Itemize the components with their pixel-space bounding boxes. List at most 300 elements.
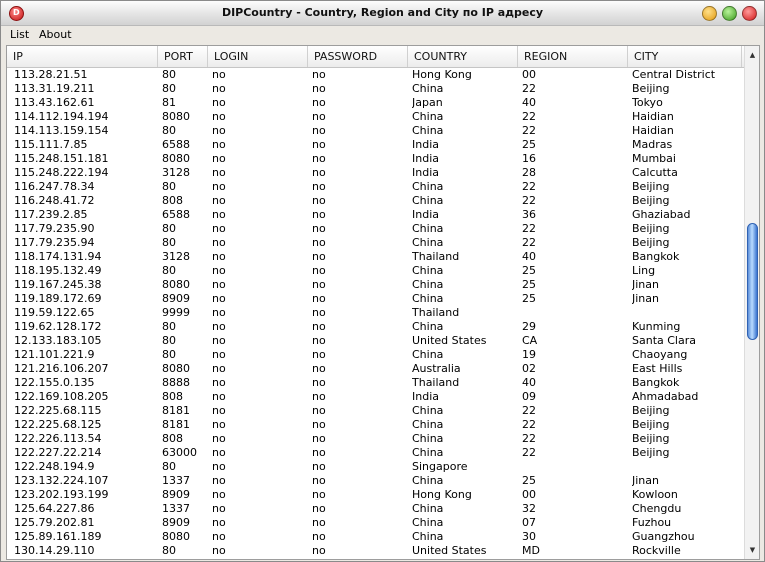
- cell-login: no: [212, 404, 226, 417]
- cell-ip: 122.225.68.125: [14, 418, 102, 431]
- cell-region: 22: [522, 110, 536, 123]
- cell-ip: 117.239.2.85: [14, 208, 88, 221]
- column-header-password[interactable]: PASSWORD: [308, 46, 408, 67]
- cell-password: no: [312, 474, 326, 487]
- table-row[interactable]: [7, 320, 742, 334]
- table-row[interactable]: [7, 390, 742, 404]
- cell-password: no: [312, 390, 326, 403]
- cell-login: no: [212, 474, 226, 487]
- vertical-scrollbar[interactable]: [744, 46, 760, 559]
- cell-city: Beijing: [632, 446, 670, 459]
- cell-password: no: [312, 152, 326, 165]
- cell-region: 32: [522, 502, 536, 515]
- cell-region: [522, 306, 632, 320]
- cell-login: no: [212, 418, 226, 431]
- cell-login: no: [212, 96, 226, 109]
- cell-port: 8909: [162, 488, 190, 501]
- cell-password: no: [312, 320, 326, 333]
- table-row[interactable]: [7, 222, 742, 236]
- cell-ip: 115.111.7.85: [14, 138, 88, 151]
- cell-city: Beijing: [632, 82, 670, 95]
- cell-port: 80: [162, 544, 176, 557]
- cell-city: Santa Clara: [632, 334, 696, 347]
- maximize-button[interactable]: [722, 6, 737, 21]
- menu-about[interactable]: About: [39, 28, 72, 41]
- cell-password: no: [312, 362, 326, 375]
- up-arrow-icon[interactable]: ▲: [749, 51, 756, 59]
- cell-region: 25: [522, 278, 536, 291]
- column-header-city[interactable]: CITY: [628, 46, 742, 67]
- cell-region: 07: [522, 516, 536, 529]
- cell-region: 22: [522, 418, 536, 431]
- cell-country: China: [412, 278, 444, 291]
- table-row[interactable]: [7, 460, 742, 474]
- down-arrow-icon[interactable]: ▼: [749, 546, 756, 554]
- cell-ip: 119.62.128.172: [14, 320, 102, 333]
- cell-region: 22: [522, 446, 536, 459]
- table-row[interactable]: [7, 96, 742, 110]
- cell-region: 25: [522, 138, 536, 151]
- cell-login: no: [212, 334, 226, 347]
- cell-ip: 122.155.0.135: [14, 376, 95, 389]
- cell-password: no: [312, 82, 326, 95]
- cell-region: 22: [522, 82, 536, 95]
- cell-port: 80: [162, 82, 176, 95]
- cell-login: no: [212, 306, 226, 319]
- cell-region: 36: [522, 208, 536, 221]
- table-row[interactable]: [7, 348, 742, 362]
- cell-login: no: [212, 68, 226, 81]
- cell-ip: 122.227.22.214: [14, 446, 102, 459]
- cell-password: no: [312, 138, 326, 151]
- table-row[interactable]: [7, 376, 742, 390]
- cell-login: no: [212, 138, 226, 151]
- cell-city: Calcutta: [632, 166, 678, 179]
- table-row[interactable]: [7, 516, 742, 530]
- cell-login: no: [212, 194, 226, 207]
- cell-region: 22: [522, 124, 536, 137]
- cell-country: China: [412, 264, 444, 277]
- cell-country: China: [412, 474, 444, 487]
- cell-login: no: [212, 488, 226, 501]
- cell-password: no: [312, 180, 326, 193]
- cell-region: 09: [522, 390, 536, 403]
- table-row[interactable]: [7, 208, 742, 222]
- cell-password: no: [312, 516, 326, 529]
- cell-region: 22: [522, 236, 536, 249]
- cell-ip: 123.202.193.199: [14, 488, 109, 501]
- cell-city: Fuzhou: [632, 516, 672, 529]
- cell-login: no: [212, 208, 226, 221]
- table-row[interactable]: [7, 530, 742, 544]
- cell-port: 1337: [162, 474, 190, 487]
- cell-login: no: [212, 152, 226, 165]
- cell-port: 80: [162, 124, 176, 137]
- cell-city: Beijing: [632, 418, 670, 431]
- cell-password: no: [312, 250, 326, 263]
- cell-country: India: [412, 390, 439, 403]
- cell-login: no: [212, 236, 226, 249]
- table-row[interactable]: [7, 194, 742, 208]
- cell-ip: 121.216.106.207: [14, 362, 109, 375]
- cell-port: 3128: [162, 166, 190, 179]
- cell-login: no: [212, 390, 226, 403]
- cell-password: no: [312, 278, 326, 291]
- table-row[interactable]: [7, 278, 742, 292]
- minimize-button[interactable]: [702, 6, 717, 21]
- cell-country: Australia: [412, 362, 461, 375]
- cell-region: MD: [522, 544, 540, 557]
- cell-password: no: [312, 446, 326, 459]
- cell-login: no: [212, 222, 226, 235]
- table-row[interactable]: [7, 474, 742, 488]
- cell-city: Beijing: [632, 432, 670, 445]
- cell-login: no: [212, 124, 226, 137]
- cell-port: 80: [162, 222, 176, 235]
- cell-region: 22: [522, 432, 536, 445]
- cell-port: 8181: [162, 418, 190, 431]
- cell-password: no: [312, 334, 326, 347]
- column-header-port[interactable]: PORT: [158, 46, 208, 67]
- cell-port: 8909: [162, 516, 190, 529]
- cell-ip: 114.113.159.154: [14, 124, 109, 137]
- table-row[interactable]: [7, 432, 742, 446]
- cell-region: 22: [522, 180, 536, 193]
- cell-region: 22: [522, 222, 536, 235]
- cell-country: China: [412, 124, 444, 137]
- column-header-country[interactable]: COUNTRY: [408, 46, 518, 67]
- cell-country: Japan: [412, 96, 443, 109]
- cell-ip: 12.133.183.105: [14, 334, 102, 347]
- cell-password: no: [312, 306, 326, 319]
- cell-password: no: [312, 376, 326, 389]
- cell-password: no: [312, 488, 326, 501]
- cell-password: no: [312, 418, 326, 431]
- cell-ip: 116.247.78.34: [14, 180, 95, 193]
- cell-port: 80: [162, 264, 176, 277]
- cell-login: no: [212, 530, 226, 543]
- cell-ip: 119.189.172.69: [14, 292, 102, 305]
- cell-port: 808: [162, 194, 183, 207]
- close-button[interactable]: [742, 6, 757, 21]
- title-bar[interactable]: [1, 1, 764, 26]
- table-row[interactable]: [7, 68, 742, 82]
- cell-login: no: [212, 166, 226, 179]
- cell-country: China: [412, 82, 444, 95]
- cell-country: India: [412, 166, 439, 179]
- table-row[interactable]: [7, 264, 742, 278]
- cell-region: 22: [522, 404, 536, 417]
- cell-country: China: [412, 236, 444, 249]
- cell-country: Hong Kong: [412, 68, 472, 81]
- cell-country: China: [412, 516, 444, 529]
- cell-password: no: [312, 264, 326, 277]
- table-row[interactable]: [7, 180, 742, 194]
- cell-country: United States: [412, 334, 487, 347]
- table-row[interactable]: [7, 82, 742, 96]
- cell-city: Beijing: [632, 180, 670, 193]
- cell-password: no: [312, 194, 326, 207]
- cell-region: 22: [522, 194, 536, 207]
- cell-country: India: [412, 138, 439, 151]
- cell-country: China: [412, 502, 444, 515]
- cell-city: Bangkok: [632, 376, 680, 389]
- cell-port: 808: [162, 390, 183, 403]
- cell-port: 8080: [162, 362, 190, 375]
- cell-port: 3128: [162, 250, 190, 263]
- cell-city: Jinan: [632, 474, 659, 487]
- cell-country: India: [412, 152, 439, 165]
- cell-port: 808: [162, 432, 183, 445]
- table-row[interactable]: [7, 236, 742, 250]
- table-row[interactable]: [7, 124, 742, 138]
- cell-region: 30: [522, 530, 536, 543]
- cell-port: 8181: [162, 404, 190, 417]
- cell-ip: 125.64.227.86: [14, 502, 95, 515]
- table-row[interactable]: [7, 166, 742, 180]
- cell-login: no: [212, 82, 226, 95]
- column-header-login[interactable]: LOGIN: [208, 46, 308, 67]
- cell-city: Bangkok: [632, 250, 680, 263]
- table-row[interactable]: [7, 544, 742, 558]
- cell-login: no: [212, 320, 226, 333]
- cell-port: 81: [162, 96, 176, 109]
- cell-port: 1337: [162, 502, 190, 515]
- cell-city: [632, 460, 742, 474]
- cell-login: no: [212, 292, 226, 305]
- menu-bar: [1, 26, 764, 43]
- cell-country: China: [412, 194, 444, 207]
- cell-city: Beijing: [632, 222, 670, 235]
- table-row[interactable]: [7, 334, 742, 348]
- cell-login: no: [212, 376, 226, 389]
- cell-city: Beijing: [632, 236, 670, 249]
- cell-region: 19: [522, 348, 536, 361]
- cell-region: 25: [522, 474, 536, 487]
- cell-login: no: [212, 250, 226, 263]
- cell-port: 80: [162, 334, 176, 347]
- cell-port: 8909: [162, 292, 190, 305]
- cell-login: no: [212, 516, 226, 529]
- table-row[interactable]: [7, 292, 742, 306]
- cell-city: Chengdu: [632, 502, 682, 515]
- cell-ip: 122.248.194.9: [14, 460, 95, 473]
- cell-password: no: [312, 544, 326, 557]
- cell-password: no: [312, 222, 326, 235]
- cell-city: Kunming: [632, 320, 681, 333]
- cell-region: 00: [522, 488, 536, 501]
- cell-city: Madras: [632, 138, 673, 151]
- cell-country: China: [412, 446, 444, 459]
- cell-region: 16: [522, 152, 536, 165]
- cell-region: CA: [522, 334, 538, 347]
- cell-ip: 113.31.19.211: [14, 82, 95, 95]
- cell-city: [632, 306, 742, 320]
- cell-country: China: [412, 292, 444, 305]
- cell-country: China: [412, 404, 444, 417]
- cell-city: Chaoyang: [632, 348, 688, 361]
- table-row[interactable]: [7, 110, 742, 124]
- cell-password: no: [312, 404, 326, 417]
- cell-password: no: [312, 208, 326, 221]
- cell-region: 29: [522, 320, 536, 333]
- menu-list[interactable]: List: [10, 28, 30, 41]
- cell-password: no: [312, 236, 326, 249]
- cell-password: no: [312, 502, 326, 515]
- cell-country: United States: [412, 544, 487, 557]
- cell-country: Thailand: [412, 306, 460, 319]
- cell-port: 80: [162, 236, 176, 249]
- cell-country: India: [412, 208, 439, 221]
- cell-ip: 123.132.224.107: [14, 474, 109, 487]
- cell-password: no: [312, 96, 326, 109]
- cell-city: Mumbai: [632, 152, 676, 165]
- cell-ip: 119.167.245.38: [14, 278, 102, 291]
- cell-port: 8080: [162, 530, 190, 543]
- scrollbar-thumb[interactable]: [747, 223, 758, 340]
- cell-country: China: [412, 348, 444, 361]
- cell-city: Ling: [632, 264, 656, 277]
- cell-port: 80: [162, 180, 176, 193]
- cell-ip: 122.169.108.205: [14, 390, 109, 403]
- column-header-ip[interactable]: IP: [7, 46, 158, 67]
- cell-login: no: [212, 348, 226, 361]
- table-row[interactable]: [7, 404, 742, 418]
- cell-password: no: [312, 292, 326, 305]
- cell-region: 00: [522, 68, 536, 81]
- cell-city: Central District: [632, 68, 716, 81]
- cell-login: no: [212, 110, 226, 123]
- cell-password: no: [312, 348, 326, 361]
- cell-ip: 119.59.122.65: [14, 306, 95, 319]
- cell-country: China: [412, 180, 444, 193]
- cell-region: 40: [522, 250, 536, 263]
- cell-city: Ghaziabad: [632, 208, 691, 221]
- cell-city: Jinan: [632, 278, 659, 291]
- cell-port: 8080: [162, 110, 190, 123]
- column-header-region[interactable]: REGION: [518, 46, 628, 67]
- cell-ip: 114.112.194.194: [14, 110, 109, 123]
- cell-city: Rockville: [632, 544, 681, 557]
- cell-login: no: [212, 264, 226, 277]
- cell-region: [522, 460, 632, 474]
- cell-city: Guangzhou: [632, 530, 695, 543]
- cell-ip: 113.43.162.61: [14, 96, 95, 109]
- cell-ip: 117.79.235.94: [14, 236, 95, 249]
- cell-ip: 115.248.151.181: [14, 152, 109, 165]
- cell-country: Hong Kong: [412, 488, 472, 501]
- table-row[interactable]: [7, 250, 742, 264]
- table-row[interactable]: [7, 502, 742, 516]
- cell-city: Beijing: [632, 194, 670, 207]
- table-row[interactable]: [7, 362, 742, 376]
- cell-city: Tokyo: [632, 96, 663, 109]
- cell-port: 8080: [162, 152, 190, 165]
- cell-country: Thailand: [412, 250, 460, 263]
- cell-city: Ahmadabad: [632, 390, 699, 403]
- cell-login: no: [212, 362, 226, 375]
- cell-port: 63000: [162, 446, 197, 459]
- cell-login: no: [212, 432, 226, 445]
- table-row[interactable]: [7, 138, 742, 152]
- cell-country: Thailand: [412, 376, 460, 389]
- cell-port: 6588: [162, 208, 190, 221]
- cell-ip: 125.89.161.189: [14, 530, 102, 543]
- cell-port: 80: [162, 320, 176, 333]
- cell-password: no: [312, 432, 326, 445]
- table-row[interactable]: [7, 306, 742, 320]
- cell-ip: 125.79.202.81: [14, 516, 95, 529]
- cell-port: 80: [162, 348, 176, 361]
- cell-password: no: [312, 110, 326, 123]
- cell-password: no: [312, 124, 326, 137]
- table-row[interactable]: [7, 446, 742, 460]
- cell-ip: 122.226.113.54: [14, 432, 102, 445]
- cell-ip: 115.248.222.194: [14, 166, 109, 179]
- cell-region: 28: [522, 166, 536, 179]
- cell-login: no: [212, 460, 226, 473]
- cell-city: Haidian: [632, 110, 674, 123]
- cell-country: China: [412, 418, 444, 431]
- cell-ip: 116.248.41.72: [14, 194, 95, 207]
- cell-country: China: [412, 222, 444, 235]
- cell-login: no: [212, 180, 226, 193]
- cell-port: 9999: [162, 306, 190, 319]
- cell-city: Jinan: [632, 292, 659, 305]
- cell-ip: 118.195.132.49: [14, 264, 102, 277]
- cell-region: 40: [522, 376, 536, 389]
- cell-port: 80: [162, 460, 176, 473]
- cell-ip: 118.174.131.94: [14, 250, 102, 263]
- cell-country: China: [412, 110, 444, 123]
- cell-country: Singapore: [412, 460, 468, 473]
- cell-region: 25: [522, 264, 536, 277]
- cell-country: China: [412, 320, 444, 333]
- cell-login: no: [212, 278, 226, 291]
- cell-ip: 121.101.221.9: [14, 348, 95, 361]
- cell-region: 25: [522, 292, 536, 305]
- cell-country: China: [412, 432, 444, 445]
- cell-city: Haidian: [632, 124, 674, 137]
- cell-ip: 113.28.21.51: [14, 68, 88, 81]
- cell-login: no: [212, 446, 226, 459]
- cell-city: East Hills: [632, 362, 683, 375]
- cell-password: no: [312, 530, 326, 543]
- cell-region: 02: [522, 362, 536, 375]
- cell-city: Beijing: [632, 404, 670, 417]
- table-header: [7, 46, 759, 68]
- cell-password: no: [312, 166, 326, 179]
- window-title: DIPCountry - Country, Region and City по IP адресу: [221, 6, 544, 19]
- cell-ip: 122.225.68.115: [14, 404, 102, 417]
- cell-port: 80: [162, 68, 176, 81]
- cell-ip: 130.14.29.110: [14, 544, 95, 557]
- app-icon-letter: D: [13, 8, 20, 17]
- cell-port: 8888: [162, 376, 190, 389]
- cell-region: 40: [522, 96, 536, 109]
- table-body: [7, 68, 742, 558]
- cell-port: 6588: [162, 138, 190, 151]
- cell-login: no: [212, 502, 226, 515]
- table-row[interactable]: [7, 418, 742, 432]
- cell-password: no: [312, 68, 326, 81]
- cell-login: no: [212, 544, 226, 557]
- proxy-table[interactable]: [6, 45, 760, 560]
- cell-city: Kowloon: [632, 488, 678, 501]
- table-row[interactable]: [7, 488, 742, 502]
- table-row[interactable]: [7, 152, 742, 166]
- cell-password: no: [312, 460, 326, 473]
